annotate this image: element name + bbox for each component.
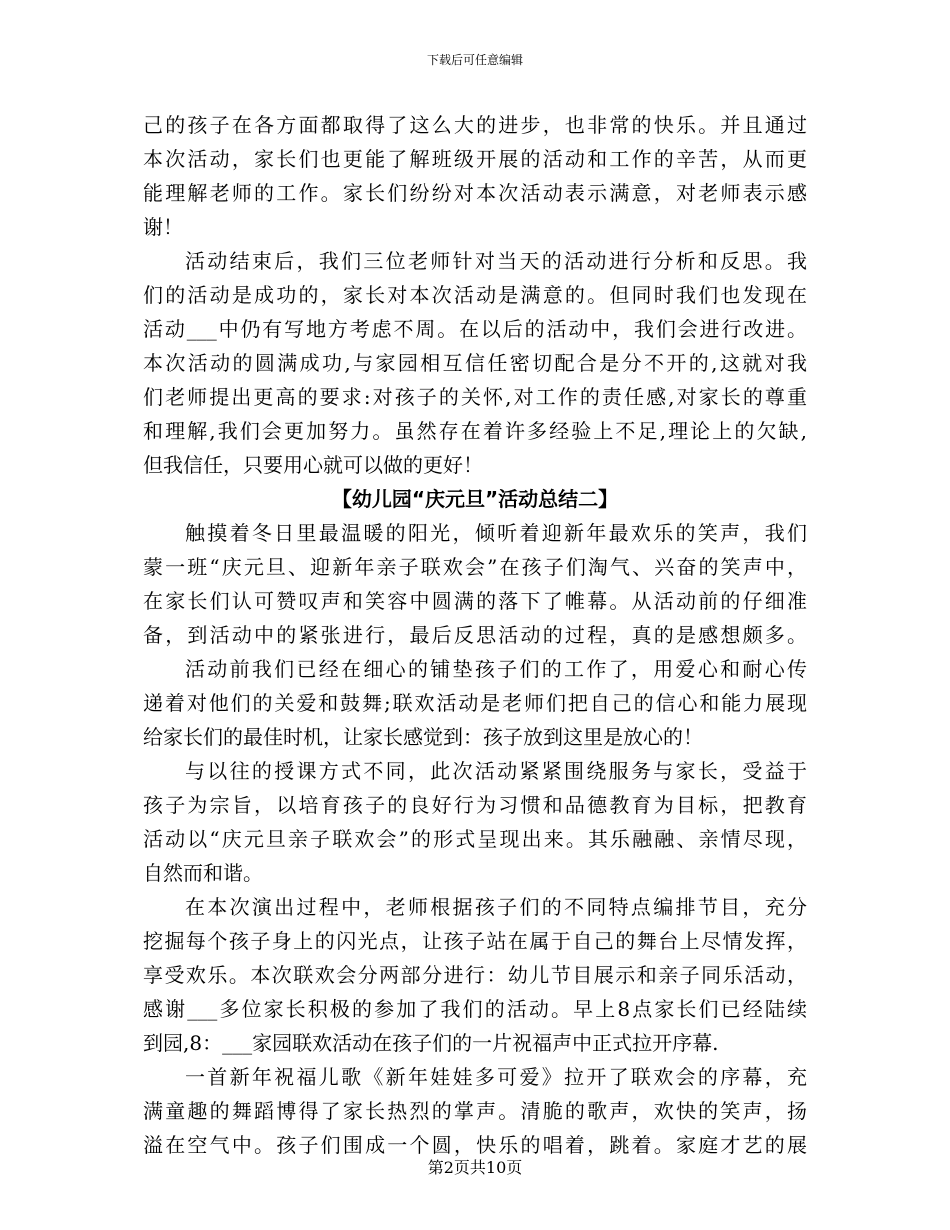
paragraph-line: 和理解,我们会更加努力。虽然存在着许多经验上不足,理论上的欠缺, [143,419,807,443]
paragraph-line: 挖掘每个孩子身上的闪光点，让孩子站在属于自己的舞台上尽情发挥， [143,929,807,953]
paragraph-line: 本次活动，家长们也更能了解班级开展的活动和工作的辛苦，从而更 [143,147,807,171]
document-body [143,108,807,1162]
paragraph-line: 溢在空气中。孩子们围成一个圆，快乐的唱着，跳着。家庭才艺的展 [143,1133,807,1157]
paragraph-line: 到园,8：___家园联欢活动在孩子们的一片祝福声中正式拉开序幕. [143,1031,719,1055]
paragraph-line: 活动前我们已经在细心的铺垫孩子们的工作了，用爱心和耐心传 [185,657,807,681]
paragraph-line: 备，到活动中的紧张进行，最后反思活动的过程，真的是感想颇多。 [143,623,807,647]
paragraph-line: 触摸着冬日里最温暖的阳光，倾听着迎新年最欢乐的笑声，我们 [185,521,807,545]
paragraph-line: 谢！ [143,215,183,239]
paragraph-line: 递着对他们的关爱和鼓舞;联欢活动是老师们把自己的信心和能力展现 [143,691,807,715]
paragraph-line: 一首新年祝福儿歌《新年娃娃多可爱》拉开了联欢会的序幕，充 [185,1065,807,1089]
paragraph-line: 活动结束后，我们三位老师针对当天的活动进行分析和反思。我 [185,249,807,273]
paragraph-line: 但我信任，只要用心就可以做的更好！ [143,453,483,477]
paragraph-line: 在本次演出过程中，老师根据孩子们的不同特点编排节目，充分 [185,895,807,919]
page-footer: 第2页共10页 [427,1158,523,1177]
page-header: 下载后可任意编辑 [426,53,523,67]
paragraph-line: 感谢___多位家长积极的参加了我们的活动。早上8点家长们已经陆续 [143,997,807,1021]
paragraph-line: 活动___中仍有写地方考虑不周。在以后的活动中，我们会进行改进。 [143,317,807,341]
paragraph-line: 能理解老师的工作。家长们纷纷对本次活动表示满意，对老师表示感 [143,181,807,205]
section-heading: 【幼儿园“庆元旦”活动总结二】 [331,487,619,511]
paragraph-line: 在家长们认可赞叹声和笑容中圆满的落下了帷幕。从活动前的仔细准 [143,589,807,613]
paragraph-line: 满童趣的舞蹈博得了家长热烈的掌声。清脆的歌声，欢快的笑声，扬 [143,1099,807,1123]
paragraph-line: 们的活动是成功的，家长对本次活动是满意的。但同时我们也发现在 [143,283,807,307]
paragraph-line: 蒙一班“庆元旦、迎新年亲子联欢会”在孩子们淘气、兴奋的笑声中， [143,555,807,579]
paragraph-line: 孩子为宗旨，以培育孩子的良好行为习惯和品德教育为目标，把教育 [143,793,807,817]
paragraph-line: 给家长们的最佳时机，让家长感觉到：孩子放到这里是放心的！ [143,725,703,749]
paragraph-line: 与以往的授课方式不同，此次活动紧紧围绕服务与家长，受益于 [185,759,807,783]
paragraph-line: 本次活动的圆满成功,与家园相互信任密切配合是分不开的,这就对我 [143,351,807,375]
paragraph-line: 活动以“庆元旦亲子联欢会”的形式呈现出来。其乐融融、亲情尽现， [143,827,807,851]
paragraph-line: 己的孩子在各方面都取得了这么大的进步，也非常的快乐。并且通过 [143,113,807,137]
paragraph-line: 享受欢乐。本次联欢会分两部分进行：幼儿节目展示和亲子同乐活动， [143,963,807,987]
paragraph-line: 自然而和谐。 [143,861,263,885]
paragraph-line: 们老师提出更高的要求:对孩子的关怀,对工作的责任感,对家长的尊重 [143,385,807,409]
